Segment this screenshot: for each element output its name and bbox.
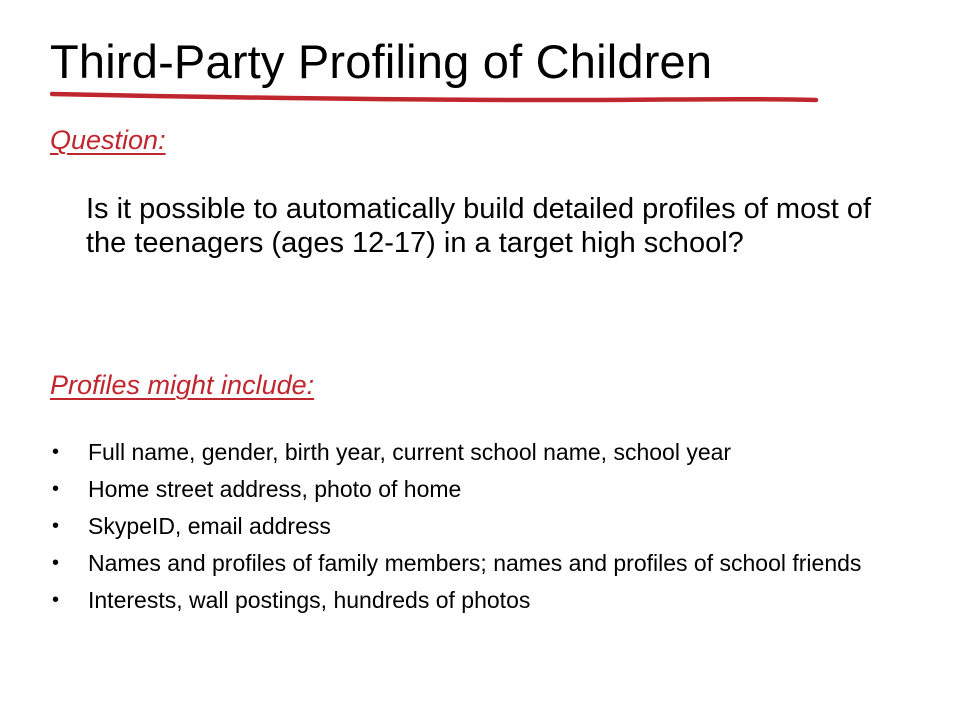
list-item-text: SkypeID, email address	[88, 513, 331, 539]
slide-title: Third-Party Profiling of Children	[50, 35, 713, 88]
question-heading: Question:	[50, 125, 166, 155]
list-item	[50, 440, 910, 465]
profile-items-list	[50, 440, 910, 625]
profiles-heading: Profiles might include:	[50, 370, 315, 400]
list-item-text: Names and profiles of family members; names and profiles of school friends	[88, 550, 862, 576]
bullet-icon: •	[52, 441, 60, 463]
list-item-text: Home street address, photo of home	[88, 476, 462, 502]
list-item	[50, 551, 910, 576]
bullet-icon: •	[52, 552, 60, 574]
list-item-text: Full name, gender, birth year, current school name, school year	[88, 439, 732, 465]
title-underline-stroke	[50, 88, 820, 106]
list-item	[50, 588, 910, 613]
list-item	[50, 514, 910, 539]
bullet-icon: •	[52, 515, 60, 537]
question-text: Is it possible to automatically build detailed profiles of most of the teenagers (ages 12-17) in a target high school?	[86, 193, 872, 259]
bullet-icon: •	[52, 589, 60, 611]
bullet-icon: •	[52, 478, 60, 500]
list-item	[50, 477, 910, 502]
list-item-text: Interests, wall postings, hundreds of photos	[88, 587, 531, 613]
